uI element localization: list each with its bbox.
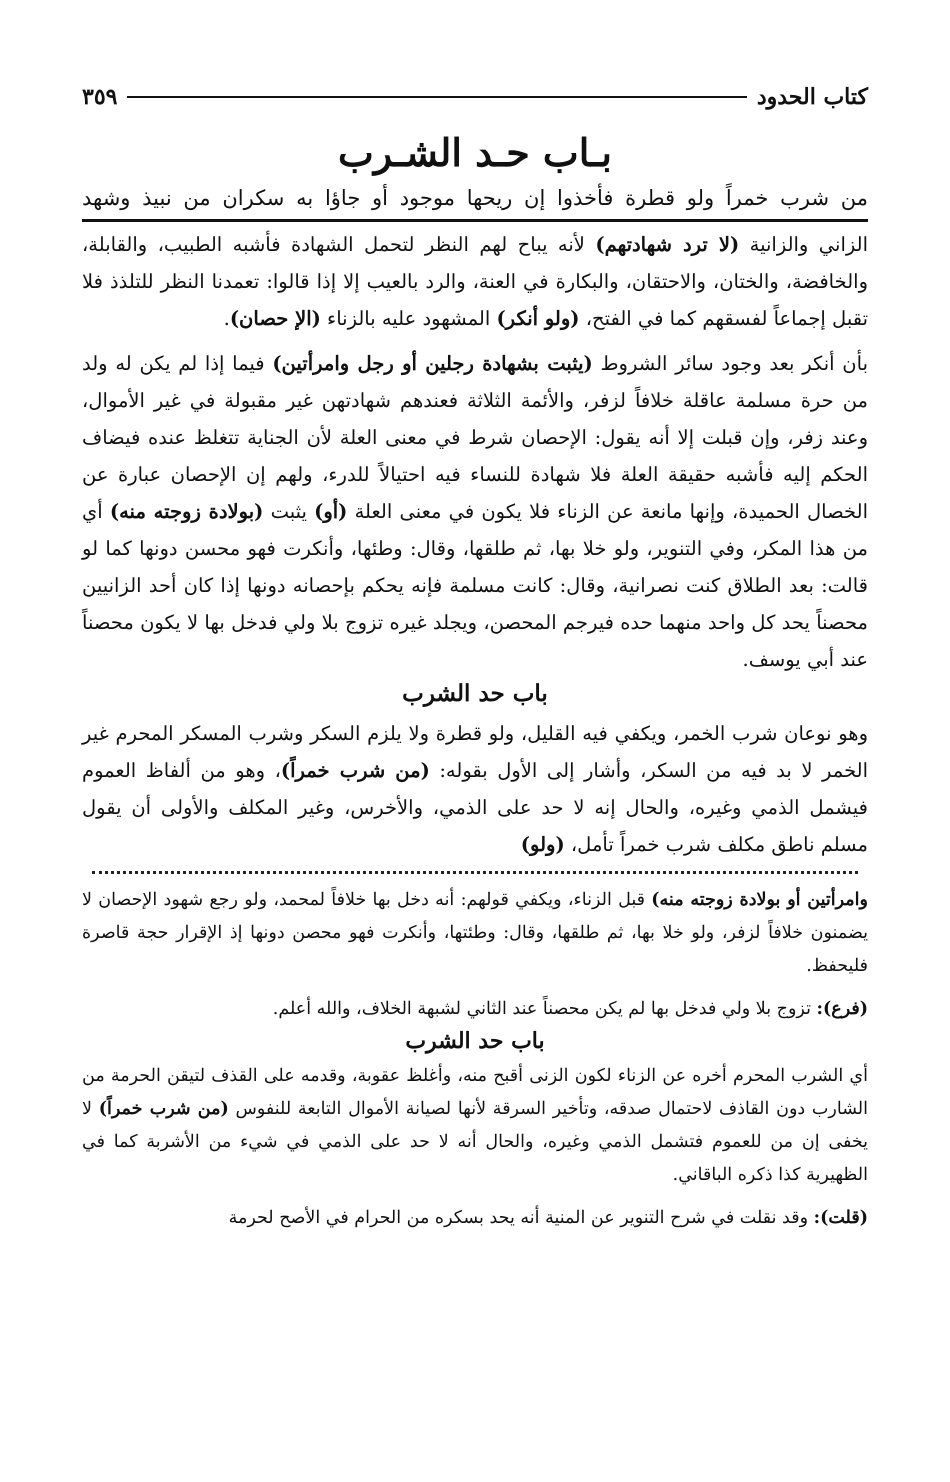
bold-text-run: وامرأتين أو بولادة زوجته منه) — [651, 890, 868, 910]
marginal-notes-section — [82, 884, 868, 1235]
bold-text-run: (ولو أنكر) — [496, 307, 580, 330]
text-run: ، وهو من ألفاظ العموم فيشمل الذمي وغيره، والحال إنه لا حد على الذمي، والأخرس، وغير المكلف والأولى أن يقول مسلم ناطق مكلف شرب خمراً تأمل، — [82, 759, 868, 856]
note-paragraph — [82, 1202, 868, 1235]
text-run: الزاني والزانية — [739, 233, 868, 256]
running-head — [82, 84, 868, 118]
text-run: المشهود عليه بالزناء — [320, 307, 497, 330]
text-run: . — [223, 307, 230, 330]
text-run: لا يخفى إن من للعموم فتشمل الذمي وغيره، والحال أنه لا حد على الذمي في شيء من الأشربة كما في الظهيرية كذا ذكره الباقاني. — [82, 1099, 868, 1185]
bold-text-run: (لا ترد شهادتهم) — [595, 233, 740, 256]
commentary-subheading: باب حد الشرب — [402, 680, 548, 707]
text-run: فيما إذا لم يكن له ولد من حرة مسلمة عاقلة خلافاً لزفر، والأئمة الثلاثة فعندهم شهادتهن غير مقبولة في غير الأموال، وعند زفر، وإن قبلت إلا أنه يقول: الإحصان شرط في معنى العلة لأن الجناية تتغلظ عنده فيضاف الحكم إليه فأشبه حقيقة العلة فلا شهادة للنساء فيه احتيالاً للدرء، ولهم إن الإحصان عبارة عن الخصال الحميدة، وإنها مانعة عن الزناء فلا يكون في معنى العلة — [82, 352, 868, 523]
bold-text-run: (الإ حصان) — [229, 307, 321, 330]
bold-text-run: (أو) — [314, 500, 348, 523]
bold-text-run: (من شرب خمراً) — [98, 1099, 229, 1119]
book-title: كتاب الحدود — [756, 84, 868, 110]
chapter-heading: بـاب حـد الشـرب — [338, 130, 612, 175]
bold-text-run: (ولو) — [520, 833, 565, 856]
footnote-dotted-separator — [92, 871, 858, 874]
text-run: بأن أنكر بعد وجود سائر الشروط — [592, 352, 868, 375]
note-paragraph — [82, 993, 868, 1026]
bold-text-run: (بولادة زوجته منه) — [109, 500, 264, 523]
commentary-paragraph — [82, 226, 868, 337]
note-paragraph — [82, 1060, 868, 1192]
notes-subheading: باب حد الشرب — [405, 1028, 545, 1054]
commentary-paragraph — [82, 715, 868, 863]
bold-text-run: (من شرب خمراً) — [280, 759, 430, 782]
commentary-paragraph — [82, 345, 868, 678]
bold-text-run: (فرع): — [816, 999, 868, 1019]
bold-text-run: (قلت): — [813, 1208, 868, 1228]
text-run: يثبت — [263, 500, 315, 523]
text-run: تزوج بلا ولي فدخل بها لم يكن محصناً عند الثاني لشبهة الخلاف، والله أعلم. — [272, 999, 817, 1019]
text-run: وهو نوعان شرب الخمر، ويكفي فيه القليل، ولو قطرة ولا يلزم السكر وشرب المسكر المحرم غير الخمر لا بد فيه من السكر، وأشار إلى الأول بقوله: — [82, 722, 869, 782]
matn-text: من شرب خمراً ولو قطرة فأخذوا إن ريحها موجود أو جاؤا به سكران من نبيذ وشهد — [82, 186, 868, 210]
text-run: لأنه يباح لهم النظر لتحمل الشهادة فأشبه الطبيب، والقابلة، والخافضة، والختان، والاحتقان، والبكارة في العنة، والرد بالعيب إلا إذا قالوا: تعمدنا النظر للتلذذ فلا تقبل إجماعاً لفسقهم كما في الفتح، — [82, 233, 868, 330]
text-run: أي من هذا المكر، وفي التنوير، ولو خلا بها، ثم طلقها، وقال: وطئها، وأنكرت فهو محسن دونها كما لو قالت: بعد الطلاق كنت نصرانية، وقال: كانت مسلمة فإنه يحكم بإحصانه دونها إذا كان أحد الزانيين محصناً يحد كل واحد منهما حده فيرجم المحصن، ويجلد غيره تزوج بلا ولي فدخل بها لا يكون محصناً عند أبي يوسف. — [82, 500, 869, 671]
text-run: قبل الزناء، ويكفي قولهم: أنه دخل بها خلافاً لمحمد، ولو رجع شهود الإحصان لا يضمنون خلافاً لزفر، ولو خلا بها، ثم طلقها، وقال: وطئتها، وأنكرت فهو محصن دونها إذ الإقرار حجة قاصرة فليحفظ. — [82, 890, 868, 976]
text-run: وقد نقلت في شرح التنوير عن المنية أنه يحد بسكره من الحرام في الأصح لحرمة — [228, 1208, 814, 1228]
page-number: ٣٥٩ — [82, 84, 118, 110]
commentary-section — [82, 226, 868, 863]
header-rule — [127, 96, 746, 98]
text-run: أي الشرب المحرم أخره عن الزناء لكون الزنى أقبح منه، وأغلظ عقوبة، وقدمه على القذف لتيقن الحرمة من الشارب دون القاذف لاحتمال صدقه، وتأخير السرقة لأنها لصيانة الأموال التابعة للنفوس — [82, 1066, 868, 1119]
bold-text-run: (يثبت بشهادة رجلين أو رجل وامرأتين) — [272, 352, 593, 375]
matn-separator-rule — [82, 219, 868, 222]
note-paragraph — [82, 884, 868, 983]
